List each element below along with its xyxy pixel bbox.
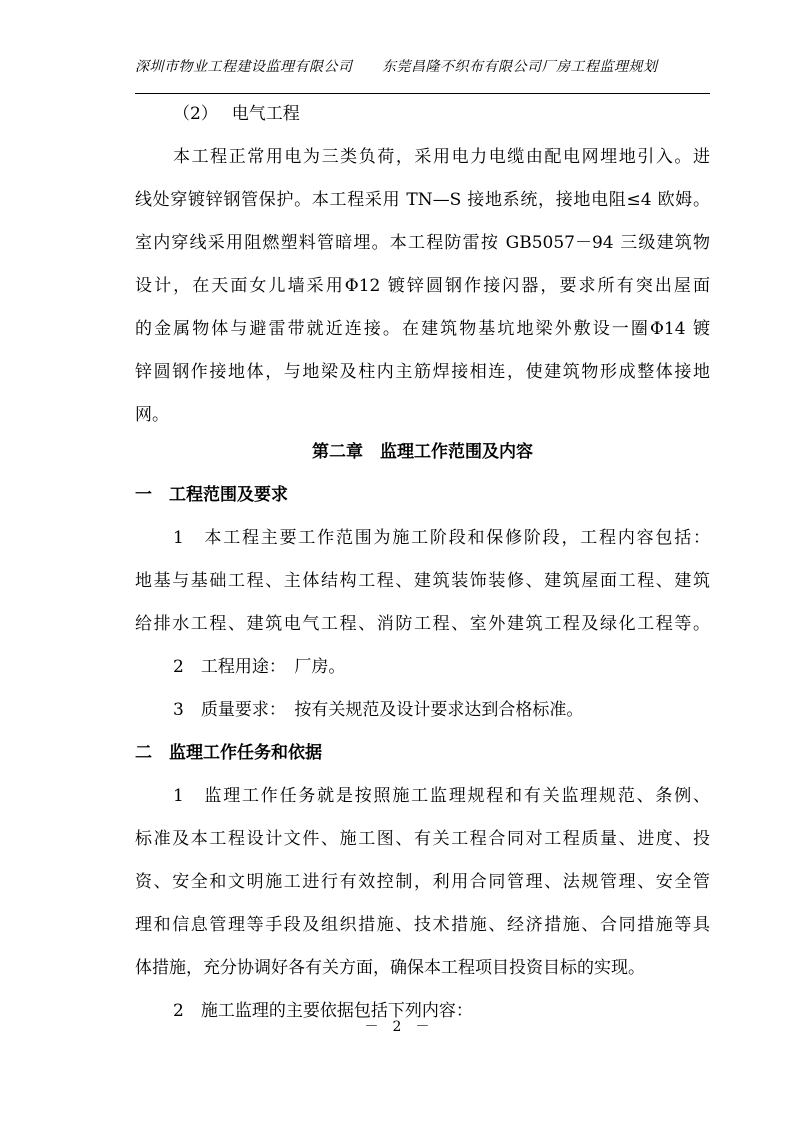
paragraph-line: 2 工程用途： 厂房。 (173, 657, 346, 677)
paragraph-line: 1 本工程主要工作范围为施工阶段和保修阶段，工程内容包括： (173, 528, 710, 548)
paragraph-line: 本工程正常用电为三类负荷，采用电力电缆由配电网埋地引入。进 (173, 147, 710, 167)
header-project: 东莞昌隆不织布有限公司厂房工程监理规划 (382, 59, 658, 75)
paragraph-line: 资、安全和文明施工进行有效控制，利用合同管理、法规管理、安全管 (135, 872, 710, 892)
page-number: － 2 － (364, 1019, 430, 1035)
paragraph-line: 2 施工监理的主要依据包括下列内容： (173, 1001, 473, 1021)
paragraph-line: 设计，在天面女儿墙采用Φ12 镀锌圆钢作接闪器，要求所有突出屋面 (135, 276, 710, 296)
chapter-title: 第二章 监理工作范围及内容 (312, 442, 533, 462)
section-heading-electrical: （2） 电气工程 (173, 104, 300, 124)
paragraph-line: 线处穿镀锌钢管保护。本工程采用 TN—S 接地系统，接地电阻≤4 欧姆。 (135, 190, 710, 210)
paragraph-line: 给排水工程、建筑电气工程、消防工程、室外建筑工程及绿化工程等。 (135, 614, 710, 634)
header-rule (135, 93, 710, 94)
section-heading: 一 工程范围及要求 (135, 485, 288, 505)
page-header (135, 56, 715, 78)
paragraph-line: 3 质量要求： 按有关规范及设计要求达到合格标准。 (173, 700, 584, 720)
paragraph-line: 体措施，充分协调好各有关方面，确保本工程项目投资目标的实现。 (135, 958, 645, 978)
paragraph-line: 室内穿线采用阻燃塑料管暗埋。本工程防雷按 GB5057－94 三级建筑物 (135, 233, 710, 253)
paragraph-line: 的金属物体与避雷带就近连接。在建筑物基坑地梁外敷设一圈Φ14 镀 (135, 319, 710, 339)
header-company: 深圳市物业工程建设监理有限公司 (135, 59, 353, 75)
paragraph-line: 锌圆钢作接地体，与地梁及柱内主筋焊接相连，使建筑物形成整体接地 (135, 362, 710, 382)
paragraph-line: 地基与基础工程、主体结构工程、建筑装饰装修、建筑屋面工程、建筑 (135, 571, 710, 591)
paragraph-line: 网。 (135, 405, 169, 425)
paragraph-line: 理和信息管理等手段及组织措施、技术措施、经济措施、合同措施等具 (135, 915, 710, 935)
paragraph-line: 标准及本工程设计文件、施工图、有关工程合同对工程质量、进度、投 (135, 829, 710, 849)
section-heading: 二 监理工作任务和依据 (135, 743, 322, 763)
paragraph-line: 1 监理工作任务就是按照施工监理规程和有关监理规范、条例、 (173, 786, 710, 806)
